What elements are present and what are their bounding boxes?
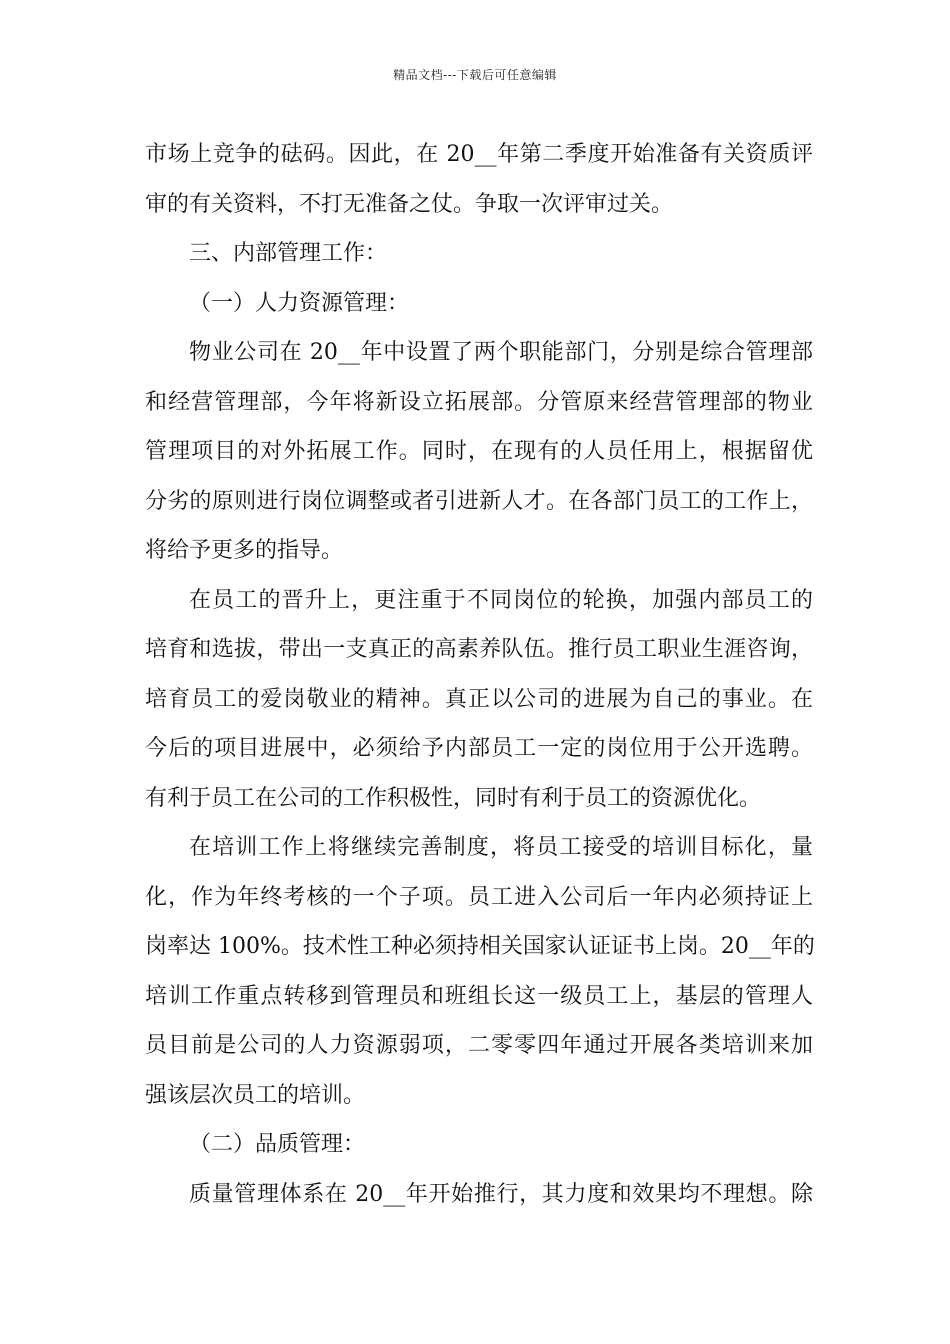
text-line: 质量管理体系在 20__年开始推行，其力度和效果均不理想。除: [189, 1181, 813, 1207]
subsection-heading: （一）人力资源管理：: [189, 290, 410, 316]
text-line: 物业公司在 20__年中设置了两个职能部门，分别是综合管理部: [189, 340, 813, 365]
text-line: 在员工的晋升上，更注重于不同岗位的轮换，加强内部员工的: [189, 587, 813, 613]
text-line: 培育员工的爱岗敬业的精神。真正以公司的进展为自己的事业。在: [145, 686, 813, 712]
document-body: [145, 130, 813, 1219]
text-line: 审的有关资料，不打无准备之仗。争取一次评审过关。: [145, 191, 674, 217]
text-line: 有利于员工在公司的工作积极性，同时有利于员工的资源优化。: [145, 785, 762, 811]
text-line: 培训工作重点转移到管理员和班组长这一级员工上，基层的管理人: [145, 983, 813, 1009]
text-line: 今后的项目进展中，必须给予内部员工一定的岗位用于公开选聘。: [145, 736, 813, 761]
text-line: 岗率达 100%。技术性工种必须持相关国家认证证书上岗。20__年的: [145, 934, 815, 959]
text-line: 分劣的原则进行岗位调整或者引进新人才。在各部门员工的工作上，: [145, 488, 813, 514]
text-line: 市场上竞争的砝码。因此，在 20__年第二季度开始准备有关资质评: [145, 142, 813, 167]
page-header: 精品文档---下载后可任意编辑: [393, 68, 557, 82]
text-line: 化，作为年终考核的一个子项。员工进入公司后一年内必须持证上: [145, 884, 813, 910]
text-line: 培育和选拔，带出一支真正的高素养队伍。推行员工职业生涯咨询，: [145, 637, 813, 662]
text-line: 在培训工作上将继续完善制度，将员工接受的培训目标化，量: [189, 835, 813, 860]
text-line: 员目前是公司的人力资源弱项，二零零四年通过开展各类培训来加: [145, 1033, 813, 1058]
text-line: 管理项目的对外拓展工作。同时，在现有的人员任用上，根据留优: [145, 439, 813, 464]
subsection-heading: （二）品质管理：: [189, 1132, 366, 1157]
text-line: 将给予更多的指导。: [145, 538, 344, 563]
section-heading: 三、内部管理工作：: [189, 241, 388, 266]
text-line: 强该层次员工的培训。: [145, 1082, 366, 1108]
text-line: 和经营管理部，今年将新设立拓展部。分管原来经营管理部的物业: [145, 389, 813, 415]
